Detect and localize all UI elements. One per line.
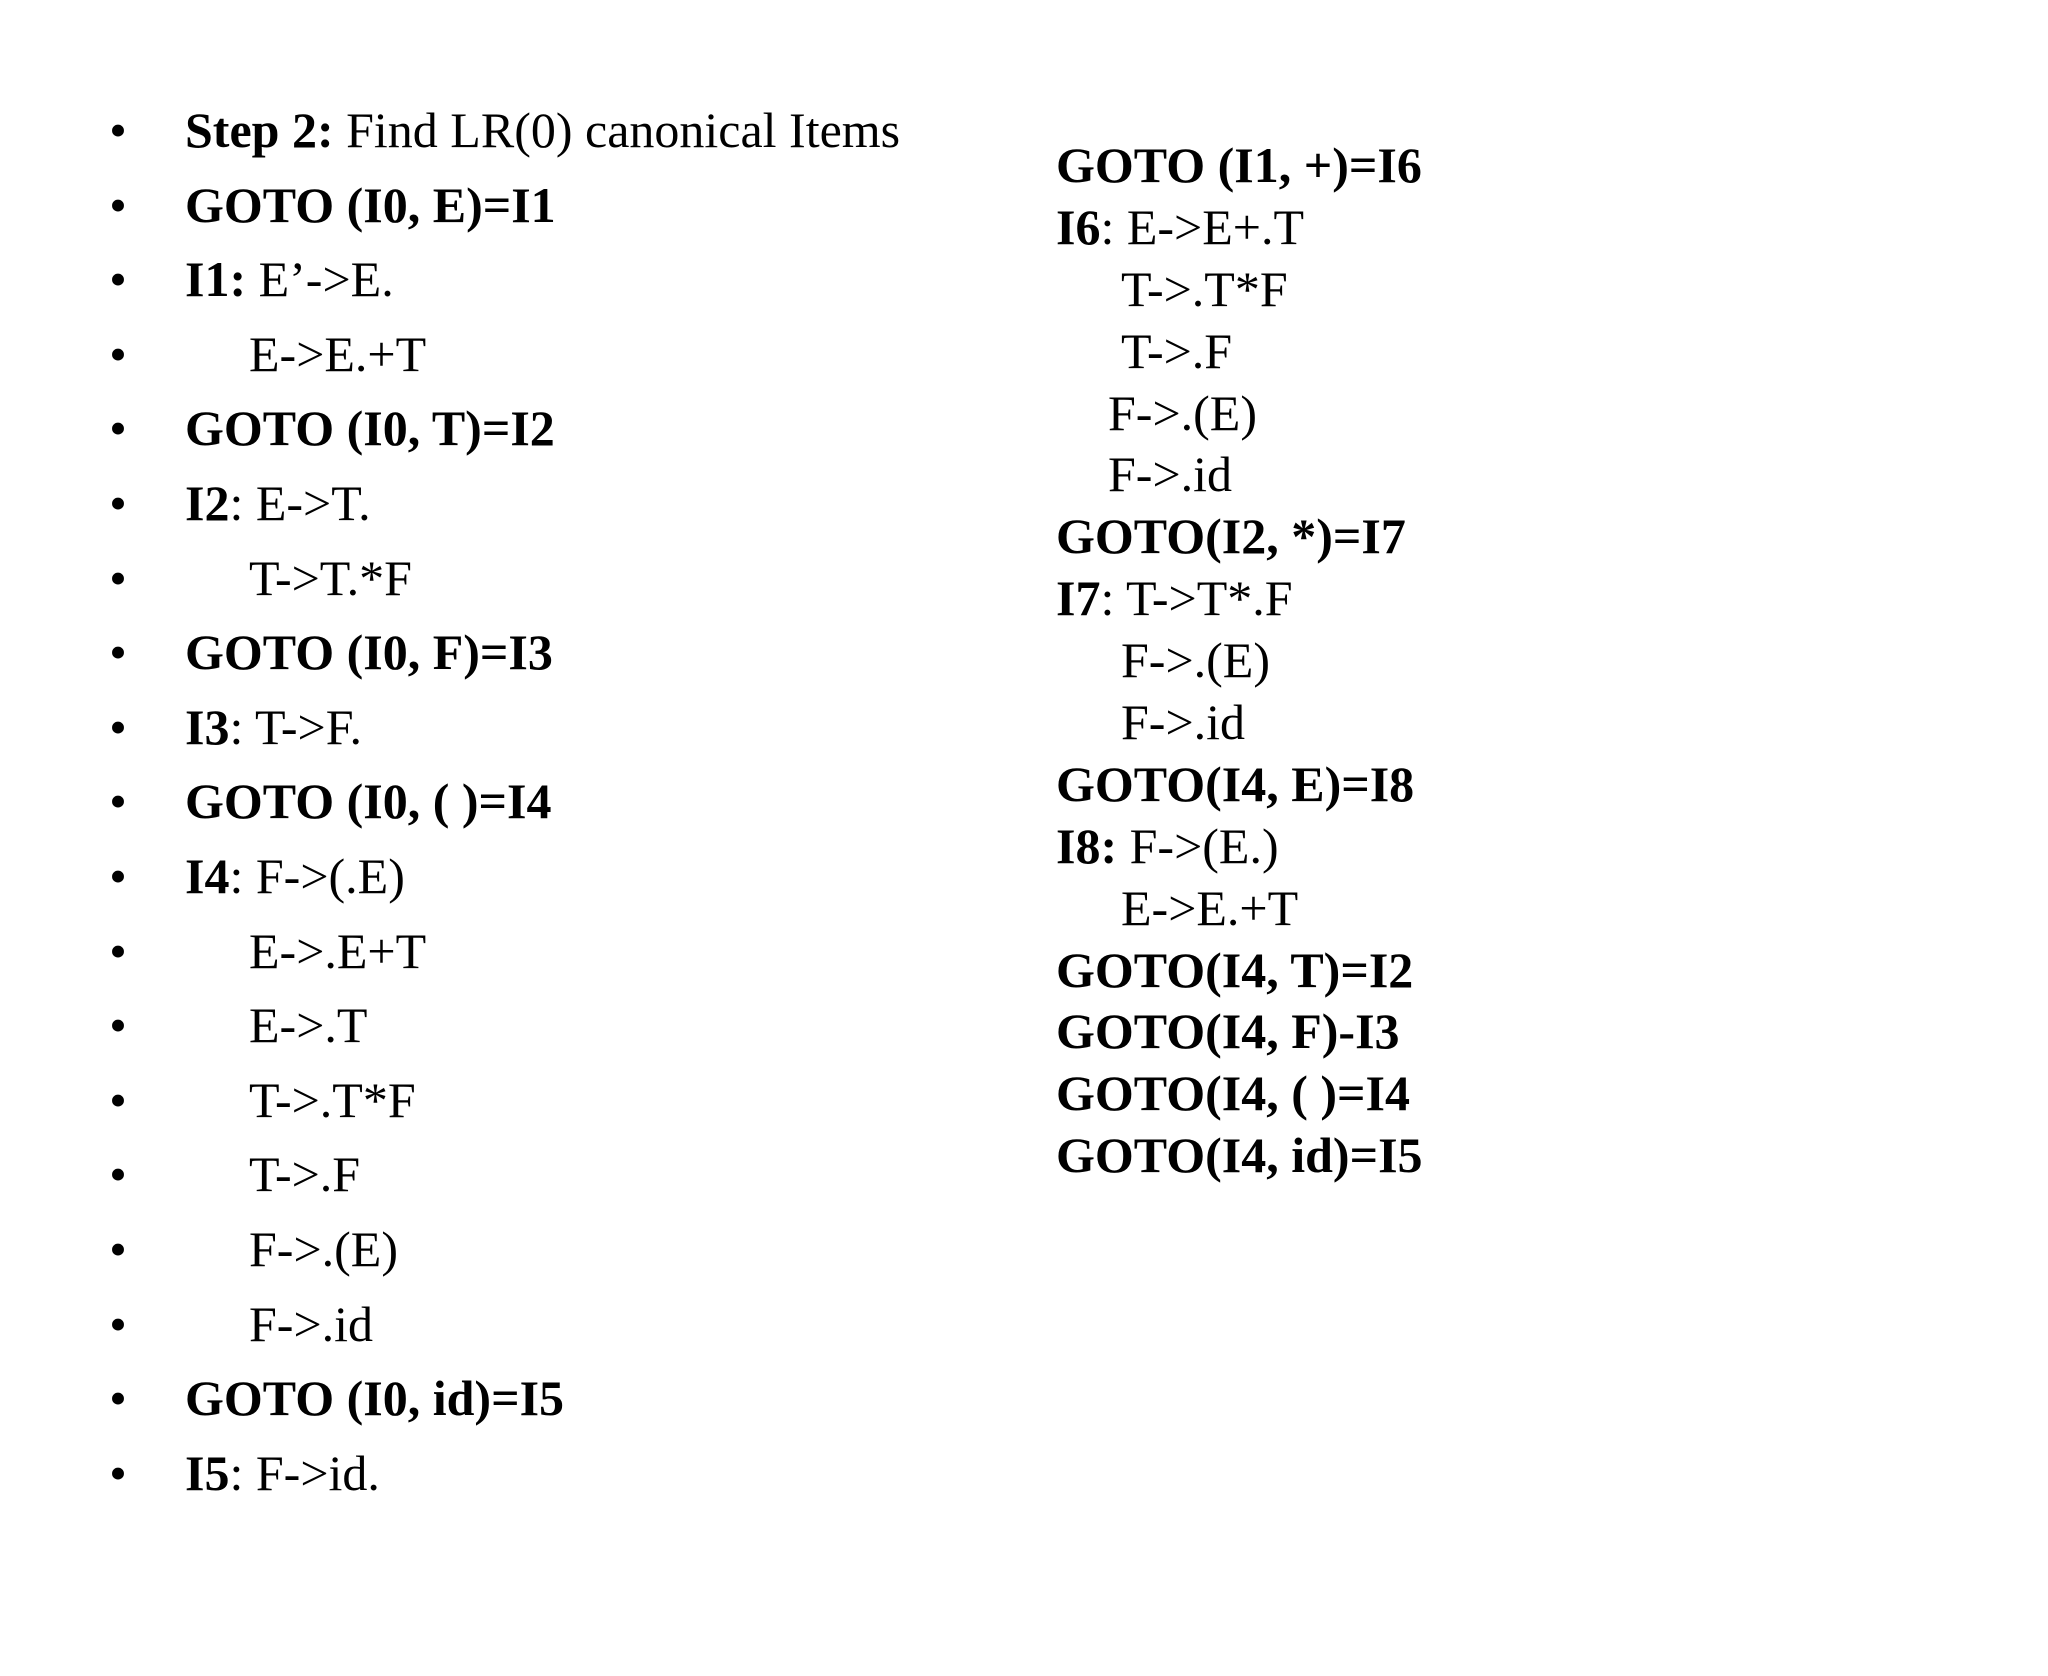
bullet-text <box>185 176 556 234</box>
bullet-icon: • <box>109 102 127 158</box>
right-text-block <box>1056 136 1956 1188</box>
bold-text: I3 <box>185 698 230 755</box>
text-line <box>1056 445 1956 507</box>
text-line <box>1056 693 1956 755</box>
plain-text: T->.F <box>249 1146 361 1203</box>
bullet-icon: • <box>109 624 127 681</box>
plain-text: F->.(E) <box>249 1220 398 1277</box>
plain-text: : E->E+.T <box>1100 198 1305 255</box>
line-text <box>1121 631 1270 689</box>
text-line <box>1056 1064 1956 1126</box>
plain-text: E’->E. <box>246 251 394 308</box>
bold-text: GOTO (I0, T)=I2 <box>185 400 555 457</box>
plain-text: F->.(E) <box>1121 632 1270 689</box>
bold-text: GOTO(I4, ( )=I4 <box>1056 1065 1410 1122</box>
bullet-item <box>0 922 1000 997</box>
bold-text: GOTO(I2, *)=I7 <box>1056 508 1406 565</box>
bold-text: I8: <box>1056 817 1118 874</box>
bullet-item <box>0 474 1000 549</box>
bold-text: GOTO(I4, T)=I2 <box>1056 941 1414 998</box>
bullet-text <box>249 325 426 383</box>
bullet-icon: • <box>109 1295 127 1352</box>
line-text <box>1121 322 1232 380</box>
bold-text: GOTO (I0, ( )=I4 <box>185 773 552 830</box>
bold-text: GOTO(I4, F)-I3 <box>1056 1003 1400 1060</box>
bullet-icon: • <box>109 698 127 755</box>
bullet-icon: • <box>109 847 127 904</box>
bullet-text <box>249 922 426 980</box>
plain-text: F->.id <box>249 1295 374 1352</box>
line-text <box>1121 260 1288 318</box>
bold-text: GOTO (I1, +)=I6 <box>1056 137 1422 193</box>
plain-text: : T->T*.F <box>1100 570 1293 627</box>
bold-text: GOTO (I0, id)=I5 <box>185 1370 565 1427</box>
bullet-item <box>0 325 1000 400</box>
plain-text: E->E.+T <box>1121 879 1299 936</box>
bold-text: GOTO(I4, E)=I8 <box>1056 755 1415 812</box>
text-line <box>1056 1002 1956 1064</box>
text-line <box>1056 1126 1956 1188</box>
bullet-item <box>0 1444 1000 1519</box>
text-line <box>1056 136 1956 198</box>
bullet-text <box>249 1071 416 1129</box>
text-line <box>1056 631 1956 693</box>
bullet-text <box>185 1444 380 1502</box>
bullet-item <box>0 772 1000 847</box>
text-line <box>1056 941 1956 1003</box>
text-line <box>1056 322 1956 384</box>
text-line <box>1056 569 1956 631</box>
text-line <box>1056 198 1956 260</box>
bold-text: I6 <box>1056 198 1101 255</box>
line-text <box>1121 693 1245 751</box>
line-text <box>1056 1064 1410 1122</box>
line-text <box>1056 941 1413 999</box>
text-line <box>1056 879 1956 941</box>
bullet-item <box>0 1071 1000 1146</box>
bullet-text <box>185 623 553 681</box>
bullet-icon: • <box>109 1146 127 1203</box>
line-text <box>1056 1002 1400 1060</box>
bullet-icon: • <box>109 1370 127 1427</box>
bullet-text <box>185 772 551 830</box>
plain-text: : F->id. <box>229 1444 380 1501</box>
bullet-icon: • <box>109 1071 127 1128</box>
bullet-text <box>185 399 555 457</box>
bullet-icon: • <box>109 997 127 1054</box>
plain-text: E->E.+T <box>249 325 427 382</box>
bullet-item <box>0 176 1000 251</box>
bullet-icon: • <box>109 251 127 308</box>
bullet-icon: • <box>109 1444 127 1501</box>
plain-text: E->.E+T <box>249 922 427 979</box>
line-text <box>1056 198 1304 256</box>
bullet-icon: • <box>109 176 127 233</box>
plain-text: F->(E.) <box>1117 817 1279 874</box>
bullet-text <box>249 549 412 607</box>
bullet-text <box>249 1295 373 1353</box>
plain-text: T->.F <box>1121 322 1233 379</box>
text-line <box>1056 817 1956 879</box>
bullet-text <box>249 996 367 1054</box>
bullet-text <box>185 101 900 159</box>
bold-text: I5 <box>185 1444 230 1501</box>
bullet-text <box>185 1369 564 1427</box>
plain-text: T->.T*F <box>249 1071 416 1128</box>
bold-text: GOTO (I0, F)=I3 <box>185 624 553 681</box>
bullet-text <box>249 1145 360 1203</box>
plain-text: F->.id <box>1108 446 1233 503</box>
bold-text: Step 2: <box>185 102 334 158</box>
plain-text: : F->(.E) <box>229 847 405 904</box>
bullet-item <box>0 399 1000 474</box>
bullet-text <box>185 698 362 756</box>
bold-text: I4 <box>185 847 230 904</box>
bullet-icon: • <box>109 922 127 979</box>
bullet-icon: • <box>109 474 127 531</box>
bullet-text <box>249 1220 398 1278</box>
plain-text: : E->T. <box>229 474 371 531</box>
bullet-item <box>0 698 1000 773</box>
line-text <box>1121 879 1298 937</box>
bullet-item <box>0 101 1000 176</box>
bold-text: GOTO (I0, E)=I1 <box>185 176 556 233</box>
bullet-item <box>0 996 1000 1071</box>
bullet-item <box>0 549 1000 624</box>
plain-text: F->.id <box>1121 694 1246 751</box>
bold-text: I7 <box>1056 570 1101 627</box>
plain-text: F->.(E) <box>1108 384 1257 441</box>
bullet-item <box>0 623 1000 698</box>
line-text <box>1108 384 1257 442</box>
bullet-icon: • <box>109 549 127 606</box>
text-line <box>1056 507 1956 569</box>
bullet-text <box>185 250 394 308</box>
text-line <box>1056 260 1956 322</box>
text-line <box>1056 755 1956 817</box>
bullet-icon: • <box>109 400 127 457</box>
line-text <box>1056 1126 1423 1184</box>
plain-text: T->.T*F <box>1121 260 1288 317</box>
line-text <box>1056 569 1293 627</box>
bullet-item <box>0 847 1000 922</box>
text-line <box>1056 384 1956 446</box>
bullet-item <box>0 1295 1000 1370</box>
bullet-item <box>0 250 1000 325</box>
bullet-icon: • <box>109 325 127 382</box>
bold-text: I1: <box>185 251 247 308</box>
line-text <box>1056 817 1279 875</box>
bullet-item <box>0 1369 1000 1444</box>
left-bullet-list <box>0 101 1000 1518</box>
bold-text: I2 <box>185 474 230 531</box>
line-text <box>1056 507 1406 565</box>
bullet-icon: • <box>109 1220 127 1277</box>
bold-text: GOTO(I4, id)=I5 <box>1056 1127 1423 1184</box>
plain-text: E->.T <box>249 997 368 1054</box>
plain-text: : T->F. <box>229 698 363 755</box>
bullet-icon: • <box>109 773 127 830</box>
plain-text: Find LR(0) canonical Items <box>333 102 901 158</box>
line-text <box>1108 445 1232 503</box>
bullet-item <box>0 1220 1000 1295</box>
bullet-text <box>185 847 405 905</box>
line-text <box>1056 136 1422 194</box>
plain-text: T->T.*F <box>249 549 412 606</box>
line-text <box>1056 755 1414 813</box>
bullet-item <box>0 1145 1000 1220</box>
bullet-text <box>185 474 371 532</box>
